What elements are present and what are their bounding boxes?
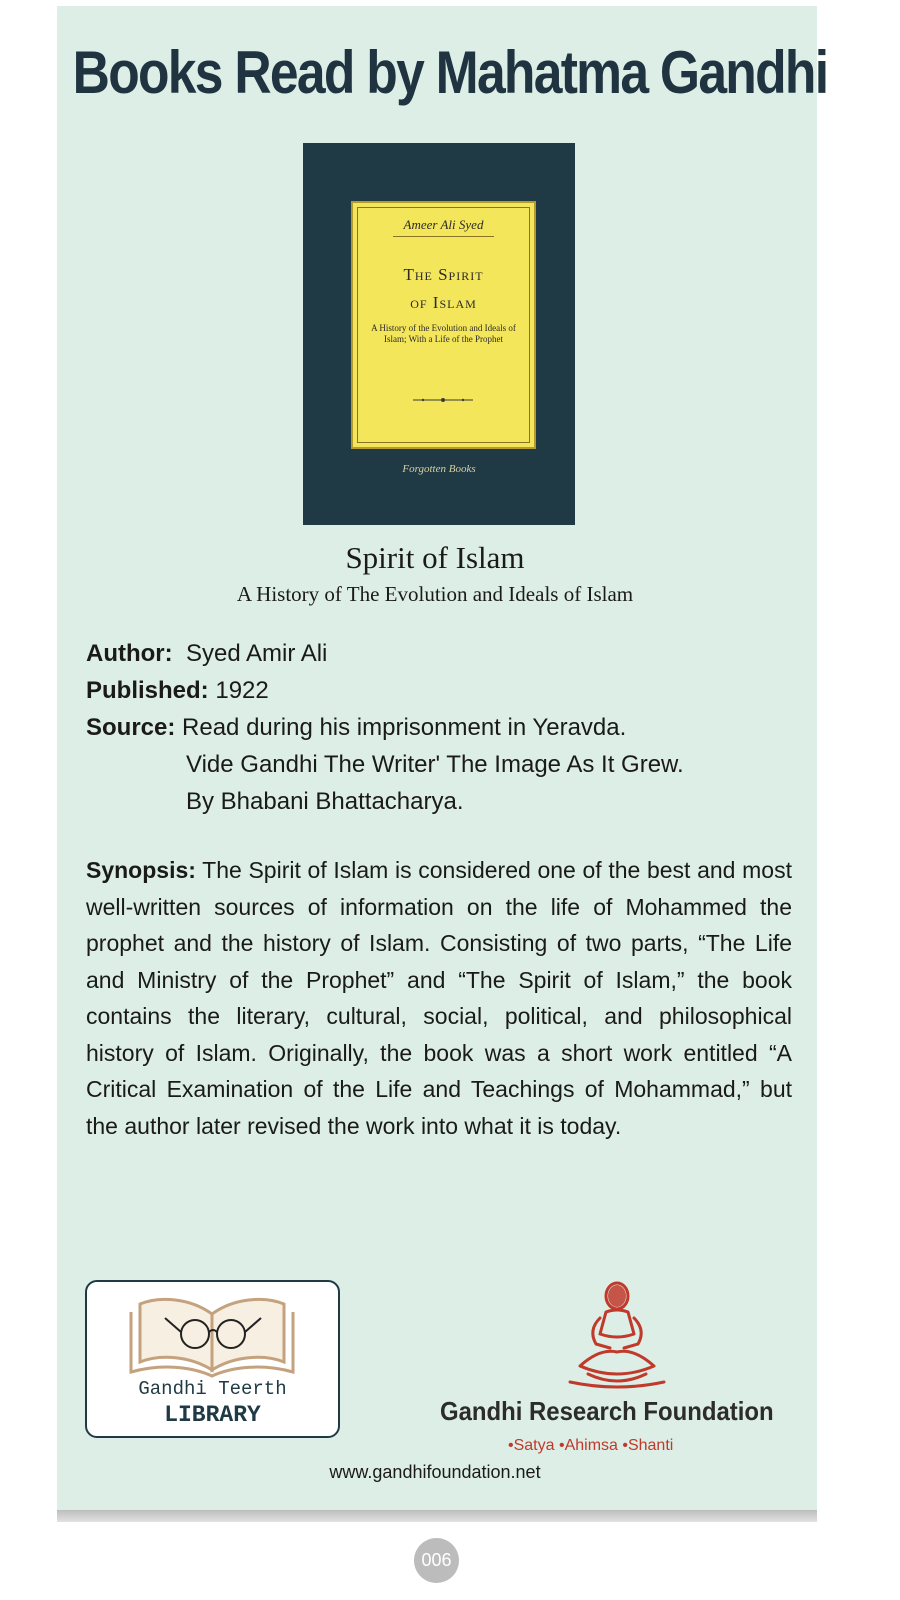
library-name-line2: LIBRARY: [164, 1402, 261, 1428]
page-number-badge: 006: [414, 1538, 459, 1583]
source-line: Vide Gandhi The Writer' The Image As It Grew.: [186, 751, 684, 778]
foundation-tagline: •Satya •Ahimsa •Shanti: [508, 1437, 674, 1454]
book-cover-image: [303, 143, 575, 525]
cover-title-line1: The Spirit: [403, 265, 484, 284]
author-label: Author:: [86, 640, 173, 667]
cover-panel: [351, 201, 536, 449]
published-label: Published:: [86, 677, 209, 704]
cover-author: Ameer Ali Syed: [403, 217, 484, 232]
synopsis-text: The Spirit of Islam is considered one of the best and most well-written sources of information on the life of Mohammed the prophet and the history of Islam. Consisting of two parts, “The Life and Ministry of the Prophet” and “The Spirit of Islam,” the book contains the literary, cultural, social, political, and philosophical history of Islam. Originally, the book was a short work entitled “A Critical Examination of the Life and Teachings of Mohammad,” but the author later revised the work into what it is today.: [86, 857, 792, 1139]
foundation-name: Gandhi Research Foundation: [440, 1396, 774, 1426]
published-value: 1922: [215, 677, 269, 704]
source-row: [86, 709, 684, 746]
synopsis-label: Synopsis:: [86, 857, 196, 883]
cover-divider: [393, 236, 494, 237]
open-book-spectacles-icon: [125, 1288, 300, 1378]
page-title: Books Read by Mahatma Gandhi: [72, 39, 828, 106]
cover-publisher: Forgotten Books: [402, 463, 476, 475]
cover-subtitle: A History of the Evolution and Ideals of Islam; With a Life of the Prophet: [371, 323, 516, 344]
page-bottom-shadow: [57, 1510, 817, 1522]
website-link[interactable]: www.gandhifoundation.net: [329, 1462, 541, 1482]
seated-gandhi-icon: [560, 1278, 675, 1393]
author-row: [86, 635, 684, 672]
synopsis: [86, 852, 792, 1144]
library-name-line1: Gandhi Teerth: [138, 1378, 287, 1400]
book-title: Spirit of Islam: [345, 540, 525, 575]
author-value: Syed Amir Ali: [185, 640, 328, 667]
book-details: [86, 635, 684, 820]
source-line: Read during his imprisonment in Yeravda.: [182, 714, 627, 741]
source-label: Source:: [86, 714, 176, 741]
book-subtitle: A History of The Evolution and Ideals of Islam: [236, 582, 634, 606]
library-logo: [85, 1280, 340, 1438]
published-row: [86, 672, 684, 709]
ornament-icon: [413, 397, 473, 403]
source-line: By Bhabani Bhattacharya.: [186, 788, 464, 815]
cover-title-line2: of Islam: [410, 293, 477, 312]
